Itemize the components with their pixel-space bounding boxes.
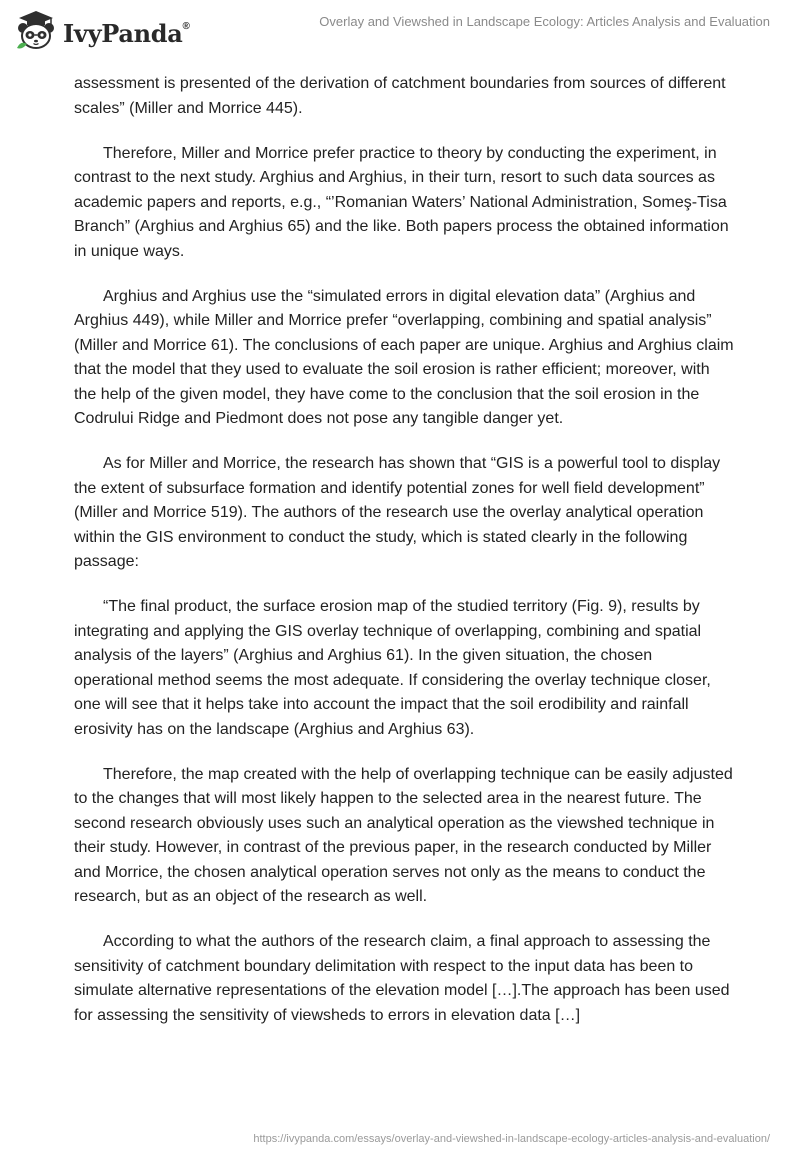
paragraph: assessment is presented of the derivation of catchment boundaries from sources of different scales” (Miller and Morrice 445). — [74, 75, 726, 117]
panda-graduate-icon — [13, 8, 59, 54]
paragraph: According to what the authors of the research claim, a final approach to assessing the sensitivity of catchment boundary delimitation with respect to the input data has been to simulate alternative representations of the elevation model […].The approach has been used for assessing the sensitivity of viewsheds to errors in elevation data […] — [74, 933, 730, 1024]
logo-text: IvyPanda® — [63, 18, 190, 48]
essay-body — [74, 72, 734, 1049]
page-header — [0, 0, 800, 72]
paragraph: As for Miller and Morrice, the research has shown that “GIS is a powerful tool to display the extent of subsurface formation and identify potential zones for well field development” (Miller and Morrice 519). The authors of the research use the overlay analytical operation within the GIS environment to conduct the study, which is stated clearly in the following passage: — [74, 455, 721, 570]
paragraph: “The final product, the surface erosion map of the studied territory (Fig. 9), results by integrating and applying the GIS overlay technique of overlapping, combining and spatial analysis of the layers” (Arghius and Arghius 61). In the given situation, the chosen operational method seems the most adequate. If considering the overlay technique closer, one will see that it helps take into account the impact that the soil erodibility and rainfall erosivity has on the landscape (Arghius and Arghius 63). — [74, 598, 711, 738]
paragraph: Arghius and Arghius use the “simulated errors in digital elevation data” (Arghius and Arghius 449), while Miller and Morrice prefer “overlapping, combining and spatial analysis” (Miller and Morrice 61). The conclusions of each paper are unique. Arghius and Arghius claim that the model that they used to evaluate the soil erosion is rather efficient; moreover, with the help of the given model, they have come to the conclusion that the soil erosion in the Codrului Ridge and Piedmont does not pose any tangible danger yet. — [74, 287, 734, 427]
source-url[interactable]: https://ivypanda.com/essays/overlay-and-viewshed-in-landscape-ecology-articles-analysis-and-evaluation/ — [253, 1133, 770, 1145]
document-title: Overlay and Viewshed in Landscape Ecology: Articles Analysis and Evaluation — [319, 14, 770, 29]
paragraph: Therefore, the map created with the help of overlapping technique can be easily adjusted to the changes that will most likely happen to the selected area in the nearest future. The second research obviously uses such an analytical operation as the viewshed technique in their study. However, in contrast of the previous paper, in the research conducted by Miller and Morrice, the chosen analytical operation serves not only as the means to conduct the research, but as an object of the research as well. — [74, 765, 733, 905]
ivypanda-logo[interactable] — [13, 8, 213, 54]
paragraph: Therefore, Miller and Morrice prefer practice to theory by conducting the experiment, in contrast to the next study. Arghius and Arghius, in their turn, resort to such data sources as academic papers and reports, e.g., “’Romanian Waters’ National Administration, Someş-Tisa Branch” (Arghius and Arghius 65) and the like. Both papers process the obtained information in unique ways. — [74, 144, 729, 260]
